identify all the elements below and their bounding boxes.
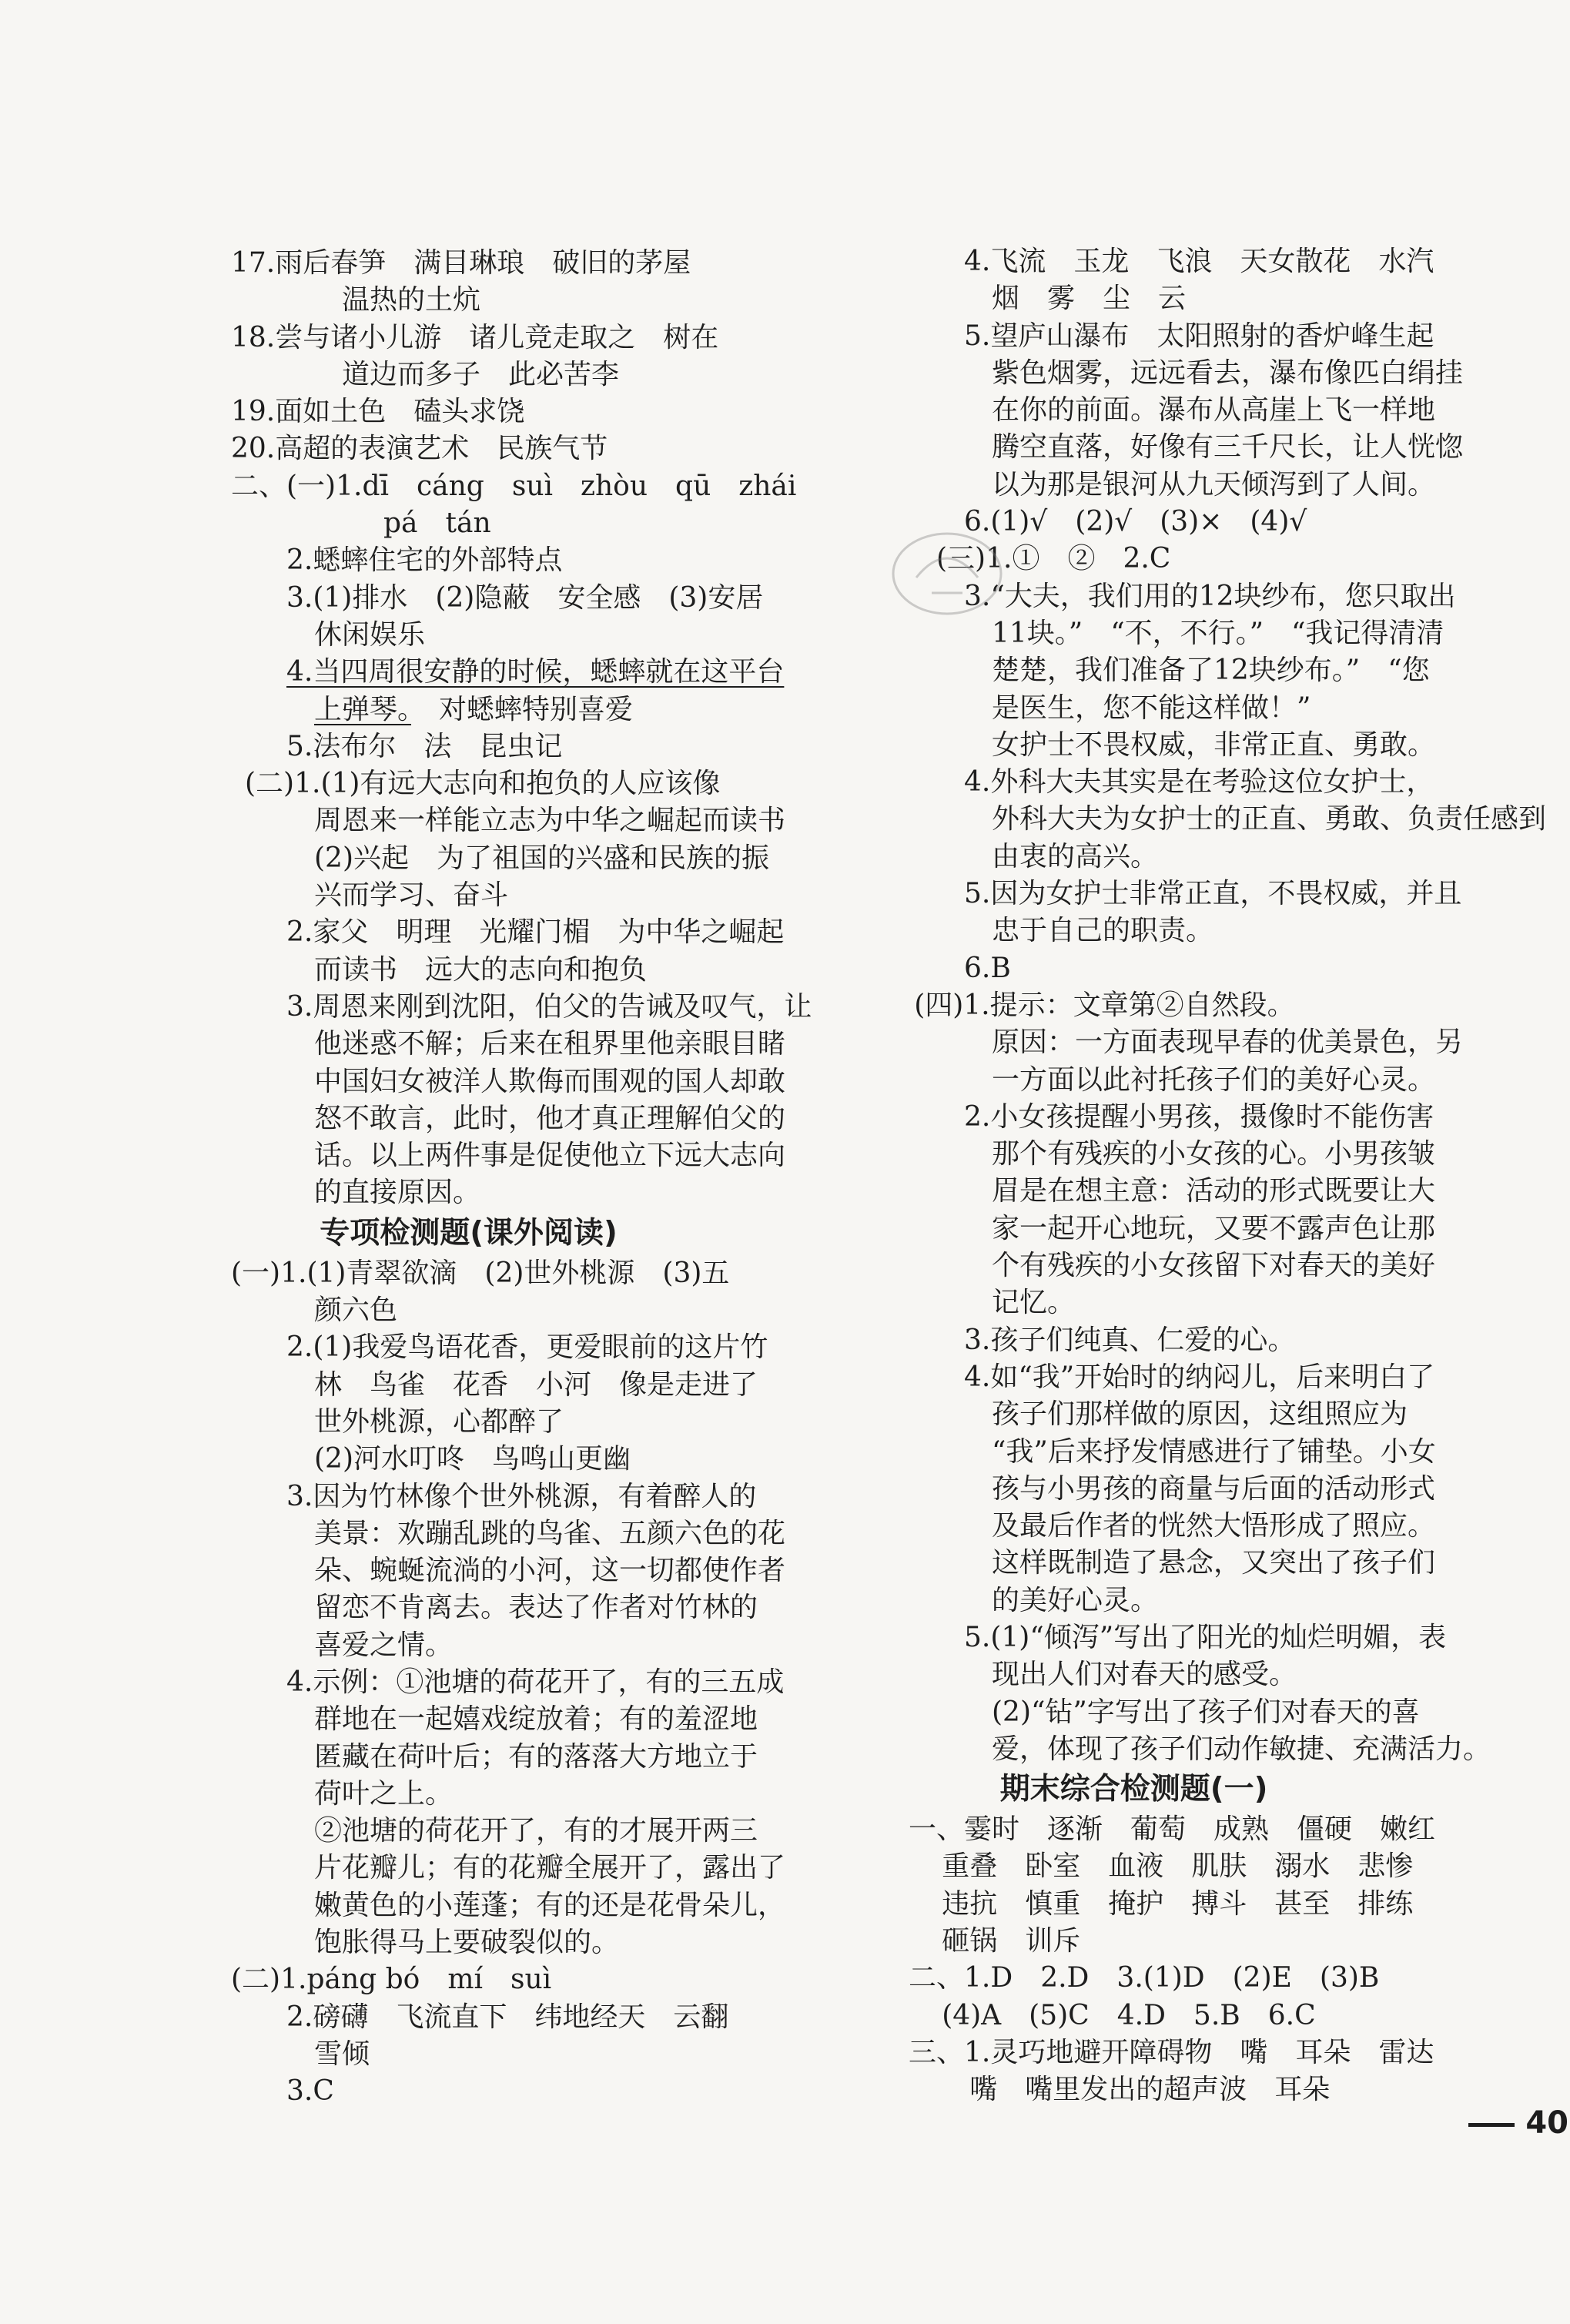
answer-line	[231, 1627, 816, 1664]
answer-text: 片花瓣儿；有的花瓣全展开了，露出了	[314, 1852, 786, 1884]
answer-text: 及最后作者的恍然大悟形成了照应。	[992, 1510, 1436, 1542]
answer-text: 中国妇女被洋人欺侮而围观的国人却敢	[314, 1065, 786, 1097]
answer-line	[909, 504, 1509, 541]
answer-text: (2)兴起 为了祖国的兴盛和民族的振	[314, 842, 769, 874]
answer-text: 家一起开心地玩，又要不露声色让那	[992, 1212, 1436, 1244]
answer-line	[909, 1247, 1509, 1284]
answer-text: 11块。” “不，不行。” “我记得清清	[992, 617, 1444, 649]
answer-text: 重叠 卧室 血液 肌肤 溺水 悲惨	[942, 1850, 1414, 1883]
answer-text: 2.家父 明理 光耀门楣 为中华之崛起	[286, 916, 785, 949]
answer-line	[909, 1848, 1509, 1885]
answer-text: 而读书 远大的志向和抱负	[314, 953, 648, 986]
answer-text: 孩子们那样做的原因，这组照应为	[992, 1398, 1408, 1431]
answer-line	[909, 280, 1509, 317]
answer-text: 群地在一起嬉戏绽放着；有的羞涩地	[314, 1703, 758, 1736]
answer-line	[231, 1174, 816, 1211]
answer-line	[231, 357, 816, 393]
answer-text: 雪倾	[314, 2038, 370, 2070]
answer-line	[231, 617, 816, 654]
answer-line	[909, 1136, 1509, 1173]
answer-line	[909, 839, 1509, 876]
answer-line	[909, 876, 1509, 913]
answer-text: 6.B	[964, 952, 1011, 984]
answer-text: 饱胀得马上要破裂似的。	[314, 1927, 620, 1959]
answer-line	[909, 1960, 1509, 1997]
answer-line	[909, 652, 1509, 689]
answer-line	[909, 392, 1509, 429]
answer-text: 5.法布尔 法 昆虫记	[286, 730, 563, 762]
answer-line	[231, 728, 816, 765]
answer-line	[231, 1367, 816, 1404]
answer-line	[231, 1441, 816, 1478]
answer-text: 4.示例：①池塘的荷花开了，有的三五成	[286, 1666, 785, 1698]
answer-line	[909, 1923, 1509, 1960]
answer-text: (四)1.提示：文章第②自然段。	[914, 989, 1295, 1021]
answer-text: 专项检测题(课外阅读)	[320, 1215, 618, 1251]
answer-text: 嘴 嘴里发出的超声波 耳朵	[969, 2074, 1331, 2106]
answer-line	[909, 2034, 1509, 2071]
answer-text: 周恩来一样能立志为中华之崛起而读书	[314, 805, 786, 837]
answer-text: pá tán	[383, 507, 491, 540]
page-number-text: 40	[1525, 2105, 1568, 2141]
answer-line	[909, 243, 1509, 280]
answer-line	[231, 1739, 816, 1776]
page-number-dash	[1468, 2123, 1515, 2127]
answer-line	[909, 1284, 1509, 1321]
answer-line	[231, 1887, 816, 1924]
answer-text: 留恋不肯离去。表达了作者对竹林的	[314, 1592, 758, 1624]
answer-line	[231, 1850, 816, 1887]
answer-text: 在你的前面。瀑布从高崖上飞一样地	[992, 394, 1436, 427]
answer-line	[231, 1813, 816, 1850]
answer-text: 温热的土炕	[342, 284, 481, 316]
answer-line	[909, 1173, 1509, 1210]
answer-line	[231, 1137, 816, 1174]
answer-text: 三、1.灵巧地避开障碍物 嘴 耳朵 雷达	[909, 2036, 1434, 2068]
page-number	[1468, 2105, 1568, 2141]
answer-text: 5.(1)“倾泻”写出了阳光的灿烂明媚，表	[964, 1621, 1447, 1653]
answer-line	[909, 950, 1509, 987]
answer-text: 美景：欢蹦乱跳的鸟雀、五颜六色的花	[314, 1517, 786, 1549]
answer-text: 的美好心灵。	[992, 1584, 1159, 1616]
answer-line	[909, 1886, 1509, 1923]
answer-text: 18.尝与诸小儿游 诸儿竞走取之 树在	[231, 321, 719, 353]
answer-text: 上弹琴。	[314, 693, 412, 725]
answer-text: 17.雨后春笋 满目琳琅 破旧的茅屋	[231, 247, 691, 279]
answer-text: 4.外科大夫其实是在考验这位女护士，	[964, 766, 1434, 799]
answer-text: 荷叶之上。	[314, 1777, 454, 1810]
answer-line	[231, 952, 816, 989]
answer-text: 3.“大夫，我们用的12块纱布，您只取出	[964, 580, 1456, 612]
answer-text: 二、1.D 2.D 3.(1)D (2)E (3)B	[909, 1962, 1380, 1994]
answer-text: 怒不敢言，此时，他才真正理解伯父的	[314, 1102, 786, 1134]
answer-text: 女护士不畏权威，非常正直、勇敢。	[992, 728, 1436, 761]
answer-line	[909, 1508, 1509, 1545]
answer-text: (2)河水叮咚 鸟鸣山更幽	[314, 1443, 631, 1475]
answer-line	[909, 467, 1509, 504]
answer-line	[909, 987, 1509, 1024]
section-heading	[231, 1212, 816, 1255]
answer-text: 道边而多子 此必苦李	[342, 358, 620, 390]
answer-line	[909, 1099, 1509, 1136]
answer-line	[231, 840, 816, 877]
answer-line	[231, 877, 816, 914]
answer-line	[909, 1359, 1509, 1396]
answer-text: 眉是在想主意：活动的形式既要让大	[992, 1175, 1436, 1207]
answer-text: 休闲娱乐	[314, 618, 426, 651]
answer-text: (二)1.(1)有远大志向和抱负的人应该像	[245, 768, 721, 800]
answer-line	[231, 245, 816, 282]
answer-line	[909, 1062, 1509, 1099]
answer-text: 4.当四周很安静的时候，蟋蟀就在这平台	[286, 656, 785, 688]
answer-line	[231, 1026, 816, 1063]
answer-text: 3.因为竹林像个世外桃源，有着醉人的	[286, 1480, 757, 1512]
answer-text: 20.高超的表演艺术 民族气节	[231, 433, 608, 465]
answer-text: 话。以上两件事是促使他立下远大志向	[314, 1140, 786, 1172]
answer-text: 期末综合检测题(一)	[999, 1772, 1268, 1807]
answer-line	[909, 429, 1509, 466]
answer-text: 朵、蜿蜒流淌的小河，这一切都使作者	[314, 1555, 786, 1587]
answer-text: 2.小女孩提醒小男孩，摄像时不能伤害	[964, 1100, 1434, 1133]
answer-line	[909, 1656, 1509, 1693]
answer-text: 一方面以此衬托孩子们的美好心灵。	[992, 1063, 1436, 1096]
answer-line	[231, 542, 816, 579]
answer-line	[909, 1545, 1509, 1582]
answer-text: (4)A (5)C 4.D 5.B 6.C	[942, 1999, 1316, 2031]
answer-line	[231, 1063, 816, 1100]
answer-line	[909, 690, 1509, 727]
answer-line	[909, 1434, 1509, 1471]
answer-line	[231, 393, 816, 430]
answer-text: 是医生，您不能这样做！”	[992, 692, 1311, 724]
answer-text: “我”后来抒发情感进行了铺垫。小女	[992, 1435, 1436, 1468]
answer-line	[909, 1731, 1509, 1768]
answer-text: 2.(1)我爱鸟语花香，更爱眼前的这片竹	[286, 1331, 768, 1364]
answer-line	[909, 578, 1509, 615]
answer-text: 原因：一方面表现早春的优美景色，另	[992, 1026, 1464, 1059]
answer-text: ②池塘的荷花开了，有的才展开两三	[314, 1815, 758, 1847]
answer-text: 烟 雾 尘 云	[992, 283, 1187, 315]
answer-line	[231, 1589, 816, 1626]
answer-text: 2.蟋蟀住宅的外部特点	[286, 544, 563, 577]
answer-line	[231, 1552, 816, 1589]
answer-text: 3.孩子们纯真、仁爱的心。	[964, 1324, 1296, 1356]
answer-text: 喜爱之情。	[314, 1629, 454, 1661]
answer-text: (三)1.① ② 2.C	[936, 543, 1171, 575]
answer-line	[909, 2071, 1509, 2108]
answer-line	[231, 282, 816, 319]
answer-text: 记忆。	[992, 1287, 1076, 1319]
answer-line	[909, 1998, 1509, 2034]
answer-line	[909, 318, 1509, 355]
answer-line	[231, 1701, 816, 1738]
section-heading	[909, 1768, 1509, 1811]
answer-text: 孩与小男孩的商量与后面的活动形式	[992, 1472, 1436, 1505]
answer-line	[909, 1471, 1509, 1508]
answer-line	[909, 913, 1509, 949]
answer-text: 紫色烟雾，远远看去，瀑布像匹白绢挂	[992, 357, 1464, 389]
answer-line	[909, 355, 1509, 392]
answer-text: 3.周恩来刚到沈阳，伯父的告诫及叹气，让	[286, 990, 812, 1023]
answer-line	[231, 654, 816, 691]
answer-line	[231, 1404, 816, 1441]
answer-text: (2)“钻”字写出了孩子们对春天的喜	[992, 1696, 1420, 1728]
answer-text: 这样既制造了悬念，又突出了孩子们	[992, 1547, 1436, 1579]
answer-text-rest: 对蟋蟀特别喜爱	[411, 693, 634, 725]
answer-text: 二、(一)1.dī cáng suì zhòu qū zhái	[231, 470, 797, 502]
answer-line	[909, 1811, 1509, 1848]
answer-text: 的直接原因。	[314, 1177, 481, 1209]
answer-text: 2.磅礴 飞流直下 纬地经天 云翻	[286, 2001, 729, 2033]
answer-text: 腾空直落，好像有三千尺长，让人恍惚	[992, 431, 1464, 464]
answer-line	[231, 765, 816, 802]
answer-line	[231, 2073, 816, 2110]
answer-text: 忠于自己的职责。	[992, 915, 1214, 947]
answer-line	[909, 1322, 1509, 1359]
answer-line	[909, 1582, 1509, 1619]
answer-text: 由衷的高兴。	[992, 840, 1159, 872]
answer-text: 个有残疾的小女孩留下对春天的美好	[992, 1250, 1436, 1282]
answer-text: 5.因为女护士非常正直，不畏权威，并且	[964, 878, 1462, 910]
answer-text: 3.C	[286, 2075, 334, 2108]
answer-text: 砸锅 训斥	[942, 1925, 1081, 1957]
answer-text: 6.(1)√ (2)√ (3)× (4)√	[964, 506, 1307, 538]
answer-text: 那个有残疾的小女孩的心。小男孩皱	[992, 1138, 1436, 1170]
answer-line	[231, 430, 816, 467]
answer-line	[231, 914, 816, 951]
right-column	[909, 243, 1547, 2109]
answer-text: 5.望庐山瀑布 太阳照射的香炉峰生起	[964, 320, 1434, 352]
answer-line	[909, 615, 1509, 652]
answer-line	[231, 1664, 816, 1701]
left-column	[231, 245, 816, 2111]
answer-line	[231, 802, 816, 839]
answer-text: 楚楚，我们准备了12块纱布。” “您	[992, 655, 1430, 687]
answer-line	[909, 1396, 1509, 1433]
answer-line	[909, 1694, 1509, 1731]
answer-text: 4.如“我”开始时的纳闷儿，后来明白了	[964, 1361, 1435, 1393]
answer-text: 违抗 慎重 掩护 搏斗 甚至 排练	[942, 1887, 1414, 1920]
answer-text: 一、霎时 逐渐 葡萄 成熟 僵硬 嫩红	[909, 1813, 1436, 1846]
answer-text: 外科大夫为女护士的正直、勇敢、负责任感到	[992, 803, 1547, 836]
answer-text: 世外桃源，心都醉了	[314, 1405, 564, 1438]
answer-line	[231, 1292, 816, 1329]
answer-line	[909, 801, 1547, 838]
answer-line	[231, 1100, 816, 1137]
answer-line	[231, 1515, 816, 1552]
answer-text: 爱，体现了孩子们动作敏捷、充满活力。	[992, 1733, 1491, 1765]
answer-line	[231, 989, 816, 1026]
answer-line	[231, 2036, 816, 2073]
answer-text: 现出人们对春天的感受。	[992, 1659, 1297, 1691]
answer-line	[909, 764, 1509, 801]
answer-line	[231, 1329, 816, 1366]
answer-line	[231, 468, 816, 505]
answer-line	[231, 1255, 816, 1292]
answer-line	[909, 727, 1509, 764]
answer-text: 兴而学习、奋斗	[314, 879, 509, 912]
answer-text: 嫩黄色的小莲蓬；有的还是花骨朵儿，	[314, 1889, 786, 1921]
answer-text: 4.飞流 玉龙 飞浪 天女散花 水汽	[964, 246, 1434, 277]
answer-text: 以为那是银河从九天倾泻到了人间。	[992, 468, 1436, 501]
answer-line	[909, 1619, 1509, 1656]
answer-line	[231, 1924, 816, 1961]
answer-text: 3.(1)排水 (2)隐蔽 安全感 (3)安居	[286, 581, 764, 614]
answer-text: 19.面如土色 磕头求饶	[231, 396, 525, 428]
answer-line	[231, 505, 816, 542]
answer-line	[231, 1961, 816, 1998]
answer-line	[909, 1211, 1509, 1247]
answer-line	[909, 1024, 1509, 1061]
answer-text: (二)1.páng bó mí suì	[231, 1964, 552, 1996]
answer-line	[231, 1776, 816, 1813]
answer-line	[231, 580, 816, 617]
answer-text: 颜六色	[314, 1294, 398, 1327]
answer-line	[231, 1999, 816, 2036]
answer-line	[231, 320, 816, 357]
answer-text: (一)1.(1)青翠欲滴 (2)世外桃源 (3)五	[231, 1257, 730, 1289]
answer-text: 他迷惑不解；后来在租界里他亲眼目睹	[314, 1028, 786, 1060]
answer-text: 林 鸟雀 花香 小河 像是走进了	[314, 1368, 758, 1401]
answer-line	[231, 1478, 816, 1515]
answer-line	[909, 541, 1509, 578]
answer-line	[231, 692, 816, 728]
answer-text: 匿藏在荷叶后；有的落落大方地立于	[314, 1740, 758, 1773]
